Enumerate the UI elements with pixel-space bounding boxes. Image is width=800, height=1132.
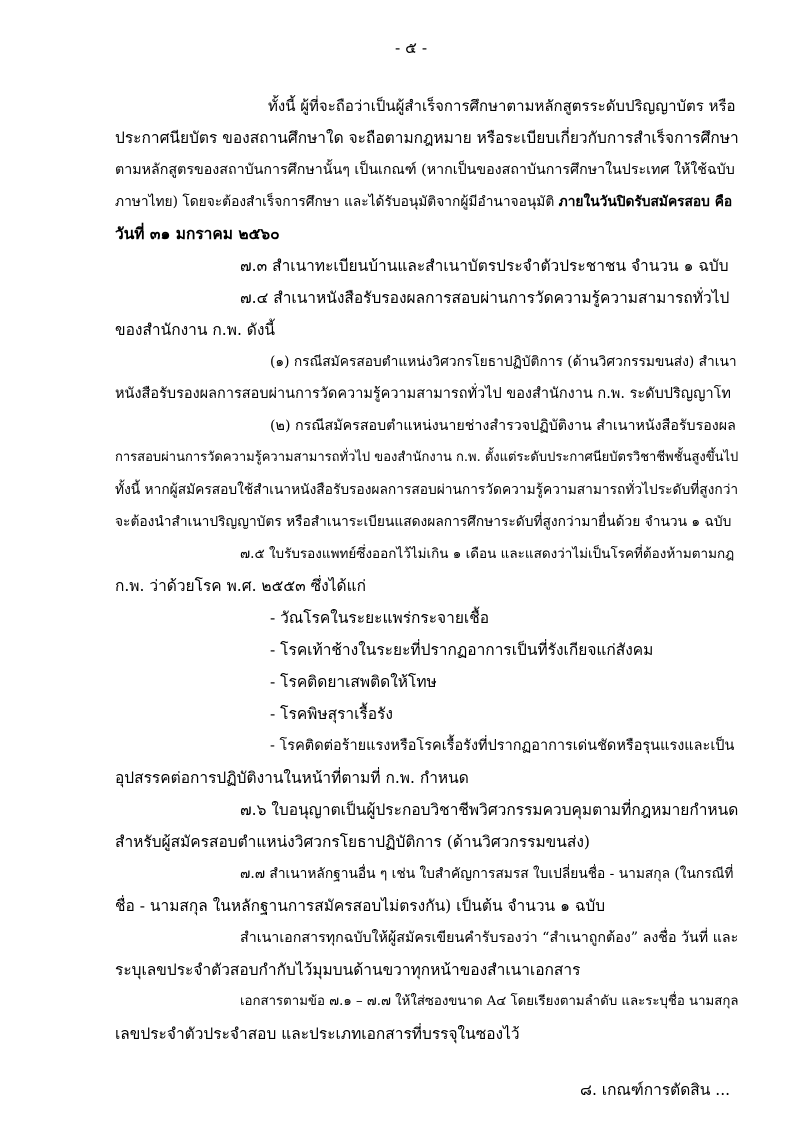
item-7-4-line-1: ๗.๔ สำเนาหนังสือรับรองผลการสอบผ่านการวัดความรู้ความสามารถทั่วไป xyxy=(240,289,730,307)
intro-line-4 xyxy=(115,192,732,212)
continue-marker: ๘. เกณฑ์การตัดสิน ... xyxy=(580,1081,731,1099)
item-7-7-line-1: ๗.๗ สำเนาหลักฐานอื่น ๆ เช่น ใบสำคัญการสมรส ใบเปลี่ยนชื่อ - นามสกุล (ในกรณีที่ xyxy=(240,866,734,882)
item-7-5-line-1: ๗.๕ ใบรับรองแพทย์ซึ่งออกไว้ไม่เกิน ๑ เดือน และแสดงว่าไม่เป็นโรคที่ต้องห้ามตามกฎ xyxy=(240,546,735,562)
item-7-4-sub2-line-1: (๒) กรณีสมัครสอบตำแหน่งนายช่างสำรวจปฏิบัติงาน สำเนาหนังสือรับรองผล xyxy=(270,418,736,434)
item-7-4-sub1-line-1: (๑) กรณีสมัครสอบตำแหน่งวิศวกรโยธาปฏิบัติการ (ด้านวิศวกรรมขนส่ง) สำเนา xyxy=(270,354,737,370)
disease-item: - วัณโรคในระยะแพร่กระจายเชื้อ xyxy=(270,609,490,627)
certify-line-1: สำเนาเอกสารทุกฉบับให้ผู้สมัครเขียนคำรับรองว่า “สำเนาถูกต้อง” ลงชื่อ วันที่ และ xyxy=(240,930,739,946)
item-7-4-sub2-line-4: จะต้องนำสำเนาปริญญาบัตร หรือสำเนาระเบียนแสดงผลการศึกษาระดับที่สูงกว่ามายื่นด้วย จำนวน ๑ ฉบับ xyxy=(115,514,732,530)
item-7-5-line-2: ก.พ. ว่าด้วยโรค พ.ศ. ๒๕๕๓ ซึ่งได้แก่ xyxy=(115,577,366,595)
envelope-line-2: เลขประจำตัวประจำสอบ และประเภทเอกสารที่บรรจุในซองไว้ xyxy=(115,1025,520,1043)
item-7-4-line-2: ของสำนักงาน ก.พ. ดังนี้ xyxy=(115,321,276,339)
envelope-line-1: เอกสารตามข้อ ๗.๑ – ๗.๗ ให้ใส่ซองขนาด A๔ โดยเรียงตามลำดับ และระบุชื่อ นามสกุล xyxy=(240,994,739,1009)
item-7-4-sub2-line-3: ทั้งนี้ หากผู้สมัครสอบใช้สำเนาหนังสือรับรองผลการสอบผ่านการวัดความรู้ความสามารถทั่วไประดับที่สูงกว่า xyxy=(115,482,739,498)
intro-line-4-text: ภาษาไทย) โดยจะต้องสำเร็จการศึกษา และได้รับอนุมัติจากผู้มีอำนาจอนุมัติ xyxy=(115,194,559,210)
item-7-7-line-2: ชื่อ - นามสกุล ในหลักฐานการสมัครสอบไม่ตรงกัน) เป็นต้น จำนวน ๑ ฉบับ xyxy=(115,897,606,915)
certify-line-2: ระบุเลขประจำตัวสอบกำกับไว้มุมบนด้านขวาทุกหน้าของสำเนาเอกสาร xyxy=(115,961,581,979)
item-7-6-line-2: สำหรับผู้สมัครสอบตำแหน่งวิศวกรโยธาปฏิบัติการ (ด้านวิศวกรรมขนส่ง) xyxy=(115,833,590,851)
item-7-5-closing-line: อุปสรรคต่อการปฏิบัติงานในหน้าที่ตามที่ ก.พ. กำหนด xyxy=(115,769,469,787)
disease-item: - โรคติดต่อร้ายแรงหรือโรคเรื้อรังที่ปรากฏอาการเด่นชัดหรือรุนแรงและเป็น xyxy=(270,738,735,754)
page-number: - ๕ - xyxy=(395,39,428,57)
item-7-4-sub1-line-2: หนังสือรับรองผลการสอบผ่านการวัดความรู้ความสามารถทั่วไป ของสำนักงาน ก.พ. ระดับปริญญาโท xyxy=(115,386,731,402)
intro-line-2: ประกาศนียบัตร ของสถานศึกษาใด จะถือตามกฎหมาย หรือระเบียบเกี่ยวกับการสำเร็จการศึกษา xyxy=(115,129,739,147)
intro-deadline-date: วันที่ ๓๑ มกราคม ๒๕๖๐ xyxy=(115,224,280,243)
disease-item: - โรคติดยาเสพติดให้โทษ xyxy=(270,673,437,691)
disease-item: - โรคพิษสุราเรื้อรัง xyxy=(270,705,393,723)
item-7-3: ๗.๓ สำเนาทะเบียนบ้านและสำเนาบัตรประจำตัวประชาชน จำนวน ๑ ฉบับ xyxy=(240,257,729,275)
intro-line-4-deadline: ภายในวันปิดรับสมัครสอบ คือ xyxy=(558,194,733,210)
item-7-6-line-1: ๗.๖ ใบอนุญาตเป็นผู้ประกอบวิชาชีพวิศวกรรมควบคุมตามที่กฎหมายกำหนด xyxy=(240,801,739,819)
disease-item: - โรคเท้าช้างในระยะที่ปรากฏอาการเป็นที่รังเกียจแก่สังคม xyxy=(270,641,654,659)
item-7-4-sub2-line-2: การสอบผ่านการวัดความรู้ความสามารถทั่วไป ของสำนักงาน ก.พ. ตั้งแต่ระดับประกาศนียบัตรวิชาชีพชั้นสูงขึ้นไป xyxy=(115,450,739,465)
intro-line-1: ทั้งนี้ ผู้ที่จะถือว่าเป็นผู้สำเร็จการศึกษาตามหลักสูตรระดับปริญญาบัตร หรือ xyxy=(268,97,736,115)
intro-line-3: ตามหลักสูตรของสถาบันการศึกษานั้นๆ เป็นเกณฑ์ (หากเป็นของสถาบันการศึกษาในประเทศ ให้ใช้ฉบับ xyxy=(115,162,735,178)
